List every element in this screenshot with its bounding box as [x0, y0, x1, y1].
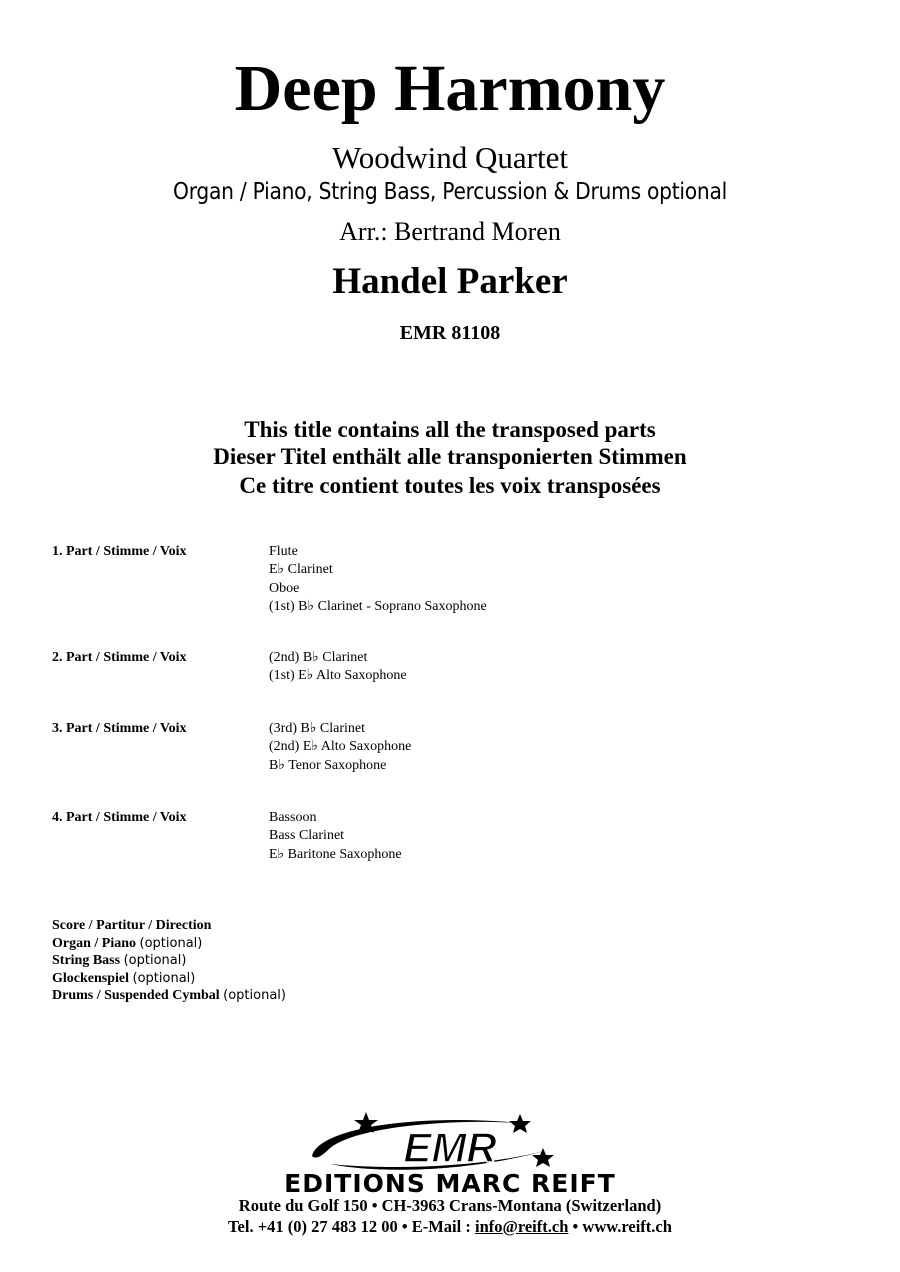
notice-german: Dieser Titel enthält alle transponierten Stimmen	[213, 444, 687, 469]
instrumentation-line: Organ / Piano, String Bass, Percussion & Drums optional	[173, 179, 727, 205]
page-title: Deep Harmony	[234, 52, 666, 125]
list-item: Organ / Piano (optional)	[52, 935, 203, 951]
list-item: Flute	[269, 544, 298, 559]
part-4-label: 4. Part / Stimme / Voix	[52, 810, 187, 825]
list-item: (1st) B♭ Clarinet - Soprano Saxophone	[269, 598, 487, 614]
part-3-instruments	[269, 720, 411, 775]
list-item: Score / Partitur / Direction	[52, 918, 212, 933]
list-item: Glockenspiel (optional)	[52, 970, 196, 986]
part-2-instruments	[269, 649, 407, 686]
list-item: E♭ Baritone Saxophone	[269, 846, 402, 862]
subtitle: Woodwind Quartet	[332, 140, 568, 175]
part-2-label: 2. Part / Stimme / Voix	[52, 650, 187, 665]
list-item: Oboe	[269, 580, 300, 596]
list-item: Bassoon	[269, 810, 317, 825]
list-item: E♭ Clarinet	[269, 562, 333, 578]
extra-parts-list	[52, 917, 286, 1005]
list-item: Drums / Suspended Cymbal (optional)	[52, 988, 286, 1003]
list-item: B♭ Tenor Saxophone	[269, 757, 387, 773]
logo-text: EMR	[403, 1124, 497, 1171]
catalog-number: EMR 81108	[399, 322, 501, 344]
arranger: Arr.: Bertrand Moren	[339, 217, 561, 246]
notice-french: Ce titre contient toutes les voix transposées	[239, 473, 661, 498]
phone-text: Tel. +41 (0) 27 483 12 00 • E-Mail :	[228, 1217, 475, 1236]
list-item: (1st) E♭ Alto Saxophone	[269, 668, 407, 684]
notice-english: This title contains all the transposed parts	[244, 417, 656, 442]
publisher-address: Route du Golf 150 • CH-3963 Crans-Montana (Switzerland)	[238, 1196, 662, 1215]
publisher-logo	[0, 1106, 900, 1196]
star-icon	[532, 1148, 554, 1167]
part-1-label: 1. Part / Stimme / Voix	[52, 544, 187, 559]
publisher-contact	[0, 1217, 900, 1237]
list-item: Bass Clarinet	[269, 828, 345, 844]
composer: Handel Parker	[332, 261, 568, 302]
list-item: (2nd) B♭ Clarinet	[269, 650, 368, 665]
publisher-name: EDITIONS MARC REIFT	[284, 1169, 616, 1196]
part-1-instruments	[269, 543, 487, 616]
list-item: (2nd) E♭ Alto Saxophone	[269, 739, 412, 755]
part-3-label: 3. Part / Stimme / Voix	[52, 721, 187, 736]
part-4-instruments	[269, 809, 402, 864]
website-text: • www.reift.ch	[568, 1217, 672, 1236]
star-icon	[509, 1114, 531, 1133]
email-link[interactable]: info@reift.ch	[474, 1217, 569, 1236]
list-item: String Bass (optional)	[52, 953, 187, 968]
list-item: (3rd) B♭ Clarinet	[269, 721, 366, 736]
